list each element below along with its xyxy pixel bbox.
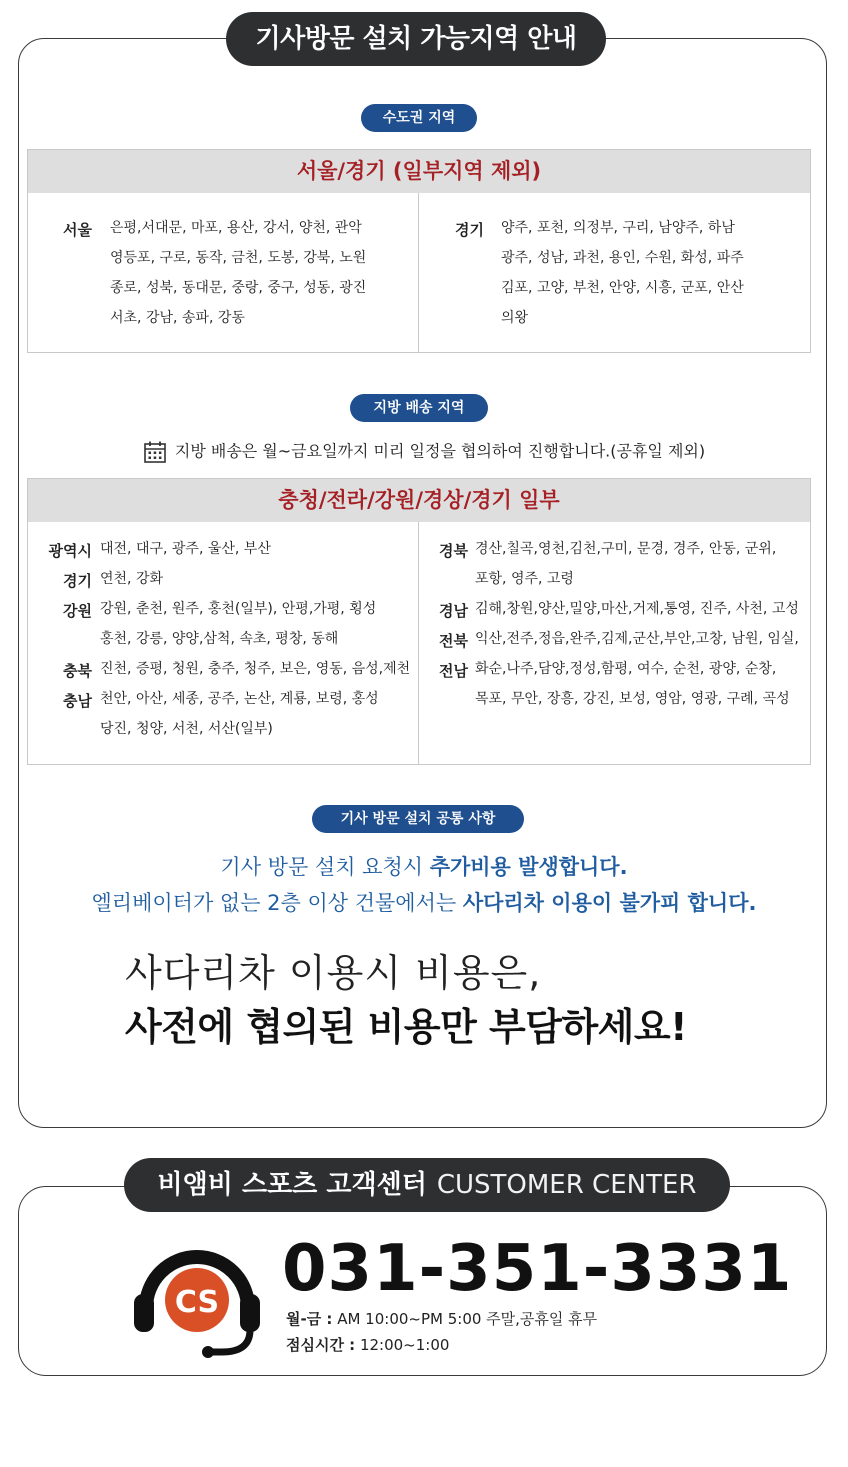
lunch-hours <box>286 1332 597 1358</box>
district-line: 포항, 영주, 고령 <box>475 571 574 587</box>
local-section-label: 지방 배송 지역 <box>350 394 488 422</box>
district-line: 의왕 <box>501 310 529 326</box>
ladder-truck-text: 엘리베이터가 없는 2층 이상 건물에서는 <box>91 891 463 915</box>
weekday-hours-value: AM 10:00~PM 5:00 주말,공휴일 휴무 <box>332 1310 598 1328</box>
business-hours <box>286 1306 597 1358</box>
district-line: 서초, 강남, 송파, 강동 <box>110 310 245 326</box>
lunch-hours-value: 12:00~1:00 <box>355 1336 450 1354</box>
district-line: 연천, 강화 <box>100 571 163 587</box>
customer-center-title-ko: 비앰비 스포츠 고객센터 <box>157 1170 427 1200</box>
metro-table-title: 서울/경기 (일부지역 제외) <box>28 150 810 193</box>
ladder-cost-heading: 사다리차 이용시 비용은, <box>125 951 542 995</box>
region-label: 광역시 <box>48 542 92 560</box>
district-line: 천안, 아산, 세종, 공주, 논산, 계룡, 보령, 홍성 <box>100 691 379 707</box>
headset-cs-icon <box>132 1236 262 1358</box>
metro-section-label: 수도권 지역 <box>361 104 477 132</box>
customer-center-title-en: CUSTOMER CENTER <box>436 1170 697 1200</box>
district-line: 홍천, 강릉, 양양,삼척, 속초, 평창, 동해 <box>100 631 339 647</box>
ladder-truck-emphasis: 사다리차 이용이 불가피 합니다. <box>462 891 757 915</box>
cs-logo-text: CS <box>174 1285 220 1320</box>
district-line: 화순,나주,담양,정성,함평, 여수, 순천, 광양, 순창, <box>475 661 777 677</box>
extra-cost-text: 기사 방문 설치 요청시 <box>220 855 430 879</box>
region-label: 전북 <box>439 632 468 650</box>
district-line: 목포, 무안, 장흥, 강진, 보성, 영암, 영광, 구례, 곡성 <box>475 691 790 707</box>
ladder-truck-notice <box>0 888 848 918</box>
district-line: 진천, 증평, 청원, 충주, 청주, 보은, 영동, 음성,제천 <box>100 661 411 677</box>
district-line: 종로, 성북, 동대문, 중랑, 중구, 성동, 광진 <box>110 280 367 296</box>
district-line: 은평,서대문, 마포, 용산, 강서, 양천, 관악 <box>110 220 362 236</box>
calendar-icon <box>143 440 167 464</box>
local-area-table <box>27 478 811 765</box>
region-label: 충북 <box>63 662 92 680</box>
table-divider <box>418 193 419 352</box>
district-line: 익산,전주,정읍,완주,김제,군산,부안,고창, 남원, 임실, <box>475 631 799 647</box>
region-district-list <box>501 213 744 333</box>
region-label: 경기 <box>63 572 92 590</box>
district-line: 김포, 고양, 부천, 안양, 시흥, 군포, 안산 <box>501 280 744 296</box>
weekday-hours-label: 월-금 : <box>286 1310 333 1328</box>
district-line: 양주, 포천, 의정부, 구리, 남양주, 하남 <box>501 220 735 236</box>
district-line: 영등포, 구로, 동작, 금천, 도봉, 강북, 노원 <box>110 250 367 266</box>
weekday-hours <box>286 1306 597 1332</box>
table-divider <box>418 522 419 764</box>
region-label: 경남 <box>439 602 468 620</box>
district-line: 광주, 성남, 과천, 용인, 수원, 화성, 파주 <box>501 250 744 266</box>
district-line: 대전, 대구, 광주, 울산, 부산 <box>100 541 271 557</box>
district-line: 김해,창원,양산,밀양,마산,거제,통영, 진주, 사천, 고성 <box>475 601 799 617</box>
page-title: 기사방문 설치 가능지역 안내 <box>226 12 606 66</box>
extra-cost-emphasis: 추가비용 발생합니다. <box>429 855 628 879</box>
district-line: 경산,칠곡,영천,김천,구미, 문경, 경주, 안동, 군위, <box>475 541 777 557</box>
region-label: 전남 <box>439 662 468 680</box>
region-label: 경기 <box>455 221 484 239</box>
local-table-title: 충청/전라/강원/경상/경기 일부 <box>28 479 810 522</box>
region-label: 강원 <box>63 602 92 620</box>
district-line: 당진, 청양, 서천, 서산(일부) <box>100 721 273 737</box>
local-delivery-notice <box>0 438 848 465</box>
customer-center-title <box>124 1158 730 1212</box>
region-label: 경북 <box>439 542 468 560</box>
region-label: 충남 <box>63 692 92 710</box>
extra-cost-notice <box>0 852 848 882</box>
region-label: 서울 <box>63 221 92 239</box>
district-line: 강원, 춘천, 원주, 홍천(일부), 안평,가평, 횡성 <box>100 601 377 617</box>
lunch-hours-label: 점심시간 : <box>286 1336 356 1354</box>
common-section-label: 기사 방문 설치 공통 사항 <box>312 805 524 833</box>
customer-phone-number: 031-351-3331 <box>282 1232 793 1306</box>
region-district-list <box>110 213 366 333</box>
ladder-cost-emphasis: 사전에 협의된 비용만 부담하세요! <box>125 1005 687 1049</box>
metro-area-table <box>27 149 811 353</box>
notice-text: 지방 배송은 월~금요일까지 미리 일정을 협의하여 진행합니다.(공휴일 제외) <box>174 441 706 461</box>
